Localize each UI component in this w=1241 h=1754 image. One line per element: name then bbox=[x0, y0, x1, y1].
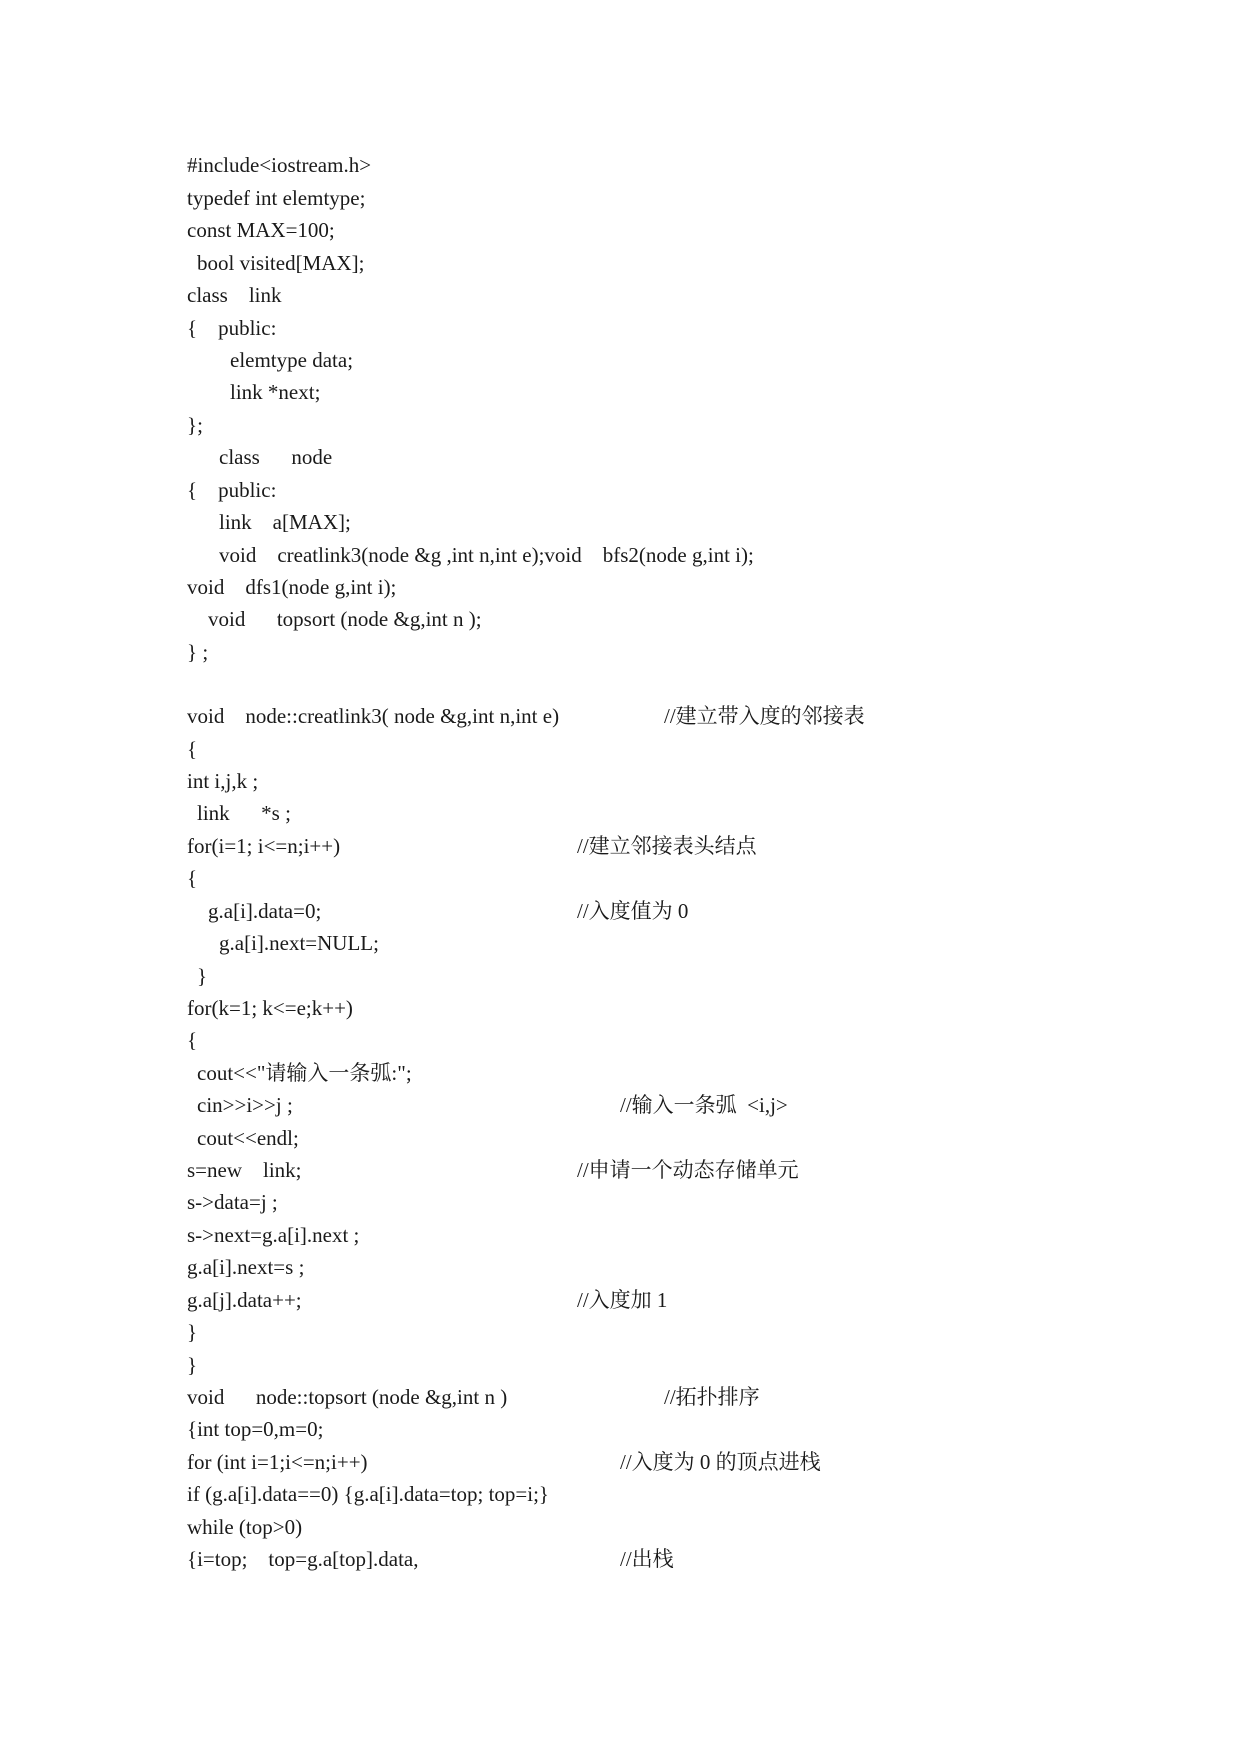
code-line-for-i: for(i=1; i<=n;i++) bbox=[187, 834, 341, 858]
code-line-for-k-brace: { bbox=[187, 1028, 198, 1052]
code-line-data-zero: g.a[i].data=0; bbox=[208, 899, 322, 923]
code-line-link-s: link *s ; bbox=[197, 801, 291, 825]
code-line-for-i-brace: { bbox=[187, 866, 198, 890]
code-line-class-link: class link bbox=[187, 283, 282, 307]
code-line-typedef: typedef int elemtype; bbox=[187, 186, 366, 210]
code-line-new-link: s=new link; bbox=[187, 1158, 302, 1182]
code-comment-push-zero: //入度为 0 的顶点进栈 bbox=[620, 1450, 821, 1474]
code-line-pop: {i=top; top=g.a[top].data, bbox=[187, 1547, 419, 1571]
code-line-int-top: {int top=0,m=0; bbox=[187, 1417, 324, 1441]
code-line-for-k-end: } bbox=[187, 1320, 198, 1344]
code-line-node-public: { public: bbox=[187, 478, 277, 502]
code-line-while-top: while (top>0) bbox=[187, 1515, 303, 1539]
code-line-link-public: { public: bbox=[187, 316, 277, 340]
code-line-creatlink3-end: } bbox=[187, 1353, 198, 1377]
code-line-const-max: const MAX=100; bbox=[187, 218, 335, 242]
code-comment-input-arc: //输入一条弧 <i,j> bbox=[620, 1093, 788, 1117]
code-line-cin: cin>>i>>j ; bbox=[197, 1093, 293, 1117]
code-line-topsort-def: void node::topsort (node &g,int n ) bbox=[187, 1385, 508, 1409]
code-line-int-ijk: int i,j,k ; bbox=[187, 769, 259, 793]
code-comment-head-nodes: //建立邻接表头结点 bbox=[577, 834, 757, 858]
code-line-for-int-i: for (int i=1;i<=n;i++) bbox=[187, 1450, 368, 1474]
code-line-cout-endl: cout<<endl; bbox=[197, 1126, 299, 1150]
code-comment-indegree-zero: //入度值为 0 bbox=[577, 899, 689, 923]
code-line-dfs1-decl: void dfs1(node g,int i); bbox=[187, 575, 397, 599]
code-line-visited: bool visited[MAX]; bbox=[197, 251, 365, 275]
code-line-link-end: }; bbox=[187, 413, 203, 437]
code-line-data-increment: g.a[j].data++; bbox=[187, 1288, 302, 1312]
code-line-elemtype-data: elemtype data; bbox=[230, 348, 354, 372]
code-line-s-data: s->data=j ; bbox=[187, 1190, 278, 1214]
code-comment-creatlink3: //建立带入度的邻接表 bbox=[664, 704, 865, 728]
code-line-link-array: link a[MAX]; bbox=[219, 510, 351, 534]
code-line-if-zero: if (g.a[i].data==0) {g.a[i].data=top; top=i;} bbox=[187, 1482, 550, 1506]
code-line-topsort-decl: void topsort (node &g,int n ); bbox=[208, 607, 482, 631]
code-line-creatlink3-bfs2-decl: void creatlink3(node &g ,int n,int e);void bfs2(node g,int i); bbox=[219, 543, 754, 567]
code-line-next-null: g.a[i].next=NULL; bbox=[219, 931, 379, 955]
code-comment-pop: //出栈 bbox=[620, 1547, 674, 1571]
code-line-ga-next-s: g.a[i].next=s ; bbox=[187, 1255, 305, 1279]
code-comment-alloc: //申请一个动态存储单元 bbox=[577, 1158, 799, 1182]
code-comment-topsort: //拓扑排序 bbox=[664, 1385, 760, 1409]
code-line-creatlink3-def: void node::creatlink3( node &g,int n,int e) bbox=[187, 704, 560, 728]
code-line-s-next: s->next=g.a[i].next ; bbox=[187, 1223, 360, 1247]
code-comment-indegree-plus: //入度加 1 bbox=[577, 1288, 668, 1312]
code-line-for-i-end: } bbox=[197, 964, 208, 988]
code-line-cout-prompt: cout<<"请输入一条弧:"; bbox=[197, 1061, 412, 1085]
code-line-for-k: for(k=1; k<=e;k++) bbox=[187, 996, 353, 1020]
code-line-node-end: } ; bbox=[187, 640, 209, 664]
code-line-include: #include<iostream.h> bbox=[187, 153, 372, 177]
code-line-class-node: class node bbox=[219, 445, 333, 469]
code-line-link-next: link *next; bbox=[230, 380, 321, 404]
code-line-brace-open: { bbox=[187, 737, 198, 761]
